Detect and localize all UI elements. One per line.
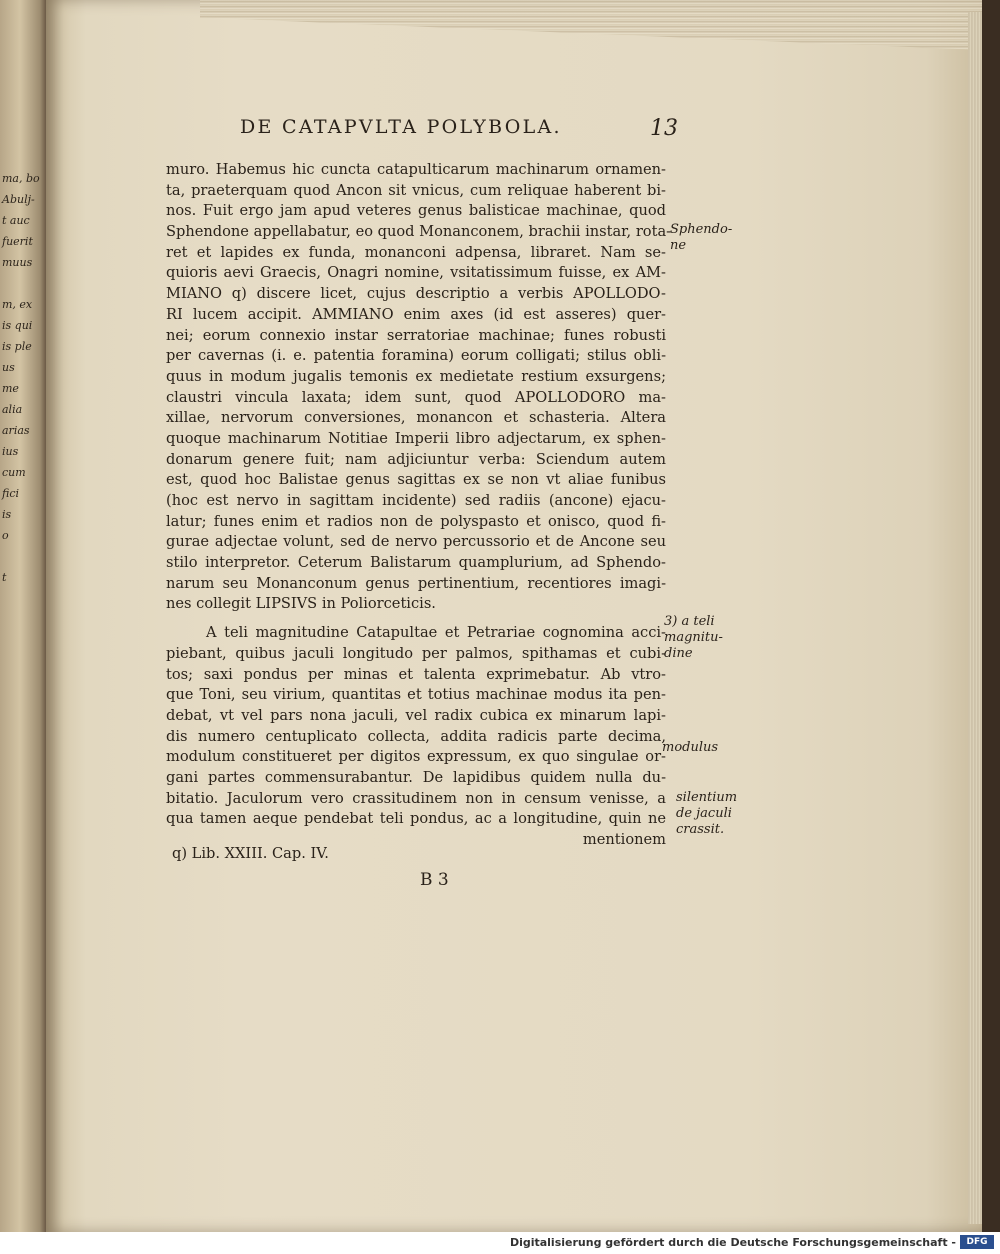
margin-note-silentium: silentium de jaculi crassit. (676, 790, 738, 837)
text-line: que Toni, seu virium, quantitas et totius machinae modus ita pen- (166, 686, 666, 704)
text-line: nei; eorum connexio instar serratoriae machinae; funes robusti (166, 326, 666, 344)
page-number: 13 (650, 116, 678, 141)
text-line: modulum constitueret per digitos expressum, ex quo singulae or- (166, 748, 666, 766)
left-page-fragment: alia (2, 403, 23, 416)
text-line: MIANO q) discere licet, cujus descriptio a verbis APOLLODO- (166, 285, 666, 303)
paragraph-gap (166, 615, 666, 623)
margin-note-teli-magnitudine: 3) a teli magnitu- dine (664, 614, 723, 661)
text-line: gurae adjectae volunt, sed de nervo percussorio et de Ancone seu (166, 533, 666, 551)
left-page-fragment: arias (2, 424, 30, 437)
text-line: muro. Habemus hic cuncta catapulticarum machinarum ornamen- (166, 161, 666, 178)
left-page-fragment: Abulj- (2, 193, 35, 206)
text-line: est, quod hoc Balistae genus sagittas ex se non vt aliae funibus (166, 471, 666, 489)
left-page-fragment: m, ex (2, 298, 33, 311)
text-line: piebant, quibus jaculi longitudo per palmos, spithamas et cubi- (166, 644, 666, 662)
left-page-edge (0, 0, 46, 1232)
signature-mark: B 3 (420, 870, 449, 890)
margin-note-modulus: modulus (662, 740, 719, 755)
left-page-fragment: fuerit (2, 235, 33, 248)
margin-note-sphendone: Sphendo- ne (670, 222, 733, 253)
footer-credit: Digitalisierung gefördert durch die Deutsche Forschungsgemeinschaft - (509, 1236, 956, 1249)
text-line: claustri vincula laxata; idem sunt, quod APOLLODORO ma- (166, 388, 666, 406)
left-page-fragment: is ple (2, 340, 32, 353)
text-line: qua tamen aeque pendebat teli pondus, ac a longitudine, quin ne (166, 810, 666, 828)
running-header: DE CATAPVLTA POLYBOLA. (240, 116, 562, 138)
text-line: quus in modum jugalis temonis ex medietate restium exsurgens; (166, 367, 666, 385)
text-line: xillae, nervorum conversiones, monancon et schasteria. Altera (166, 409, 666, 427)
text-line: latur; funes enim et radios non de polyspasto et onisco, quod fi- (166, 512, 666, 530)
left-page-fragment: is (2, 508, 12, 521)
left-page-fragment: me (2, 382, 19, 395)
text-line: narum seu Monanconum genus pertinentium, recentiores imagi- (166, 574, 666, 592)
footnote: q) Lib. XXIII. Cap. IV. (172, 845, 329, 862)
left-page-fragment: t (2, 571, 7, 584)
text-line: gani partes commensurabantur. De lapidibus quidem nulla du- (166, 768, 666, 786)
left-page-fragment: t auc (2, 214, 30, 227)
text-line: Sphendone appellabatur, eo quod Monanconem, brachii instar, rota- (166, 223, 672, 241)
text-line: per cavernas (i. e. patentia foramina) eorum colligati; stilus obli- (166, 347, 666, 365)
left-page-fragment: o (2, 529, 9, 542)
left-page-fragment: us (2, 361, 15, 374)
text-line: quoque machinarum Notitiae Imperii libro adjectarum, ex sphen- (166, 429, 666, 447)
left-page-fragment: ius (2, 445, 19, 458)
left-page-fragment: ma, bo (2, 172, 40, 185)
text-line: donarum genere fuit; nam adjiciuntur verba: Sciendum autem (166, 450, 666, 468)
page-stack-right-edge (968, 12, 982, 1224)
text-line: bitatio. Jaculorum vero crassitudinem non in censum venisse, a (166, 789, 666, 807)
left-page-fragment: muus (2, 256, 33, 269)
text-line: ta, praeterquam quod Ancon sit vnicus, cum reliquae haberent bi- (166, 181, 666, 199)
text-line: tos; saxi pondus per minas et talenta exprimebatur. Ab vtro- (166, 665, 666, 683)
text-line: RI lucem accipit. AMMIANO enim axes (id est asseres) quer- (166, 305, 666, 323)
text-line: ret et lapides ex funda, monanconi adpensa, libraret. Nam se- (166, 243, 666, 261)
text-line: debat, vt vel pars nona jaculi, vel radix cubica ex minarum lapi- (166, 706, 666, 724)
left-page-fragment: fici (2, 487, 20, 500)
text-line: A teli magnitudine Catapultae et Petrariae cognomina acci- (206, 624, 666, 642)
text-line: dis numero centuplicato collecta, addita radicis parte decima, (166, 727, 666, 745)
body-text (166, 160, 672, 851)
dfg-logo-icon: DFG (960, 1235, 994, 1249)
left-page-fragment: is qui (2, 319, 33, 332)
text-line: quioris aevi Graecis, Onagri nomine, vsitatissimum fuisse, ex AM- (166, 264, 666, 282)
text-line: (hoc est nervo in sagittam incidente) sed radiis (ancone) ejacu- (166, 492, 666, 509)
text-line: nos. Fuit ergo jam apud veteres genus balisticae machinae, quod (166, 202, 666, 220)
text-line: mentionem (582, 831, 666, 848)
text-line: nes collegit LIPSIVS in Poliorceticis. (166, 595, 436, 613)
left-page-fragment: cum (2, 466, 26, 479)
text-line: stilo interpretor. Ceterum Balistarum quamplurium, ad Sphendo- (166, 554, 666, 572)
